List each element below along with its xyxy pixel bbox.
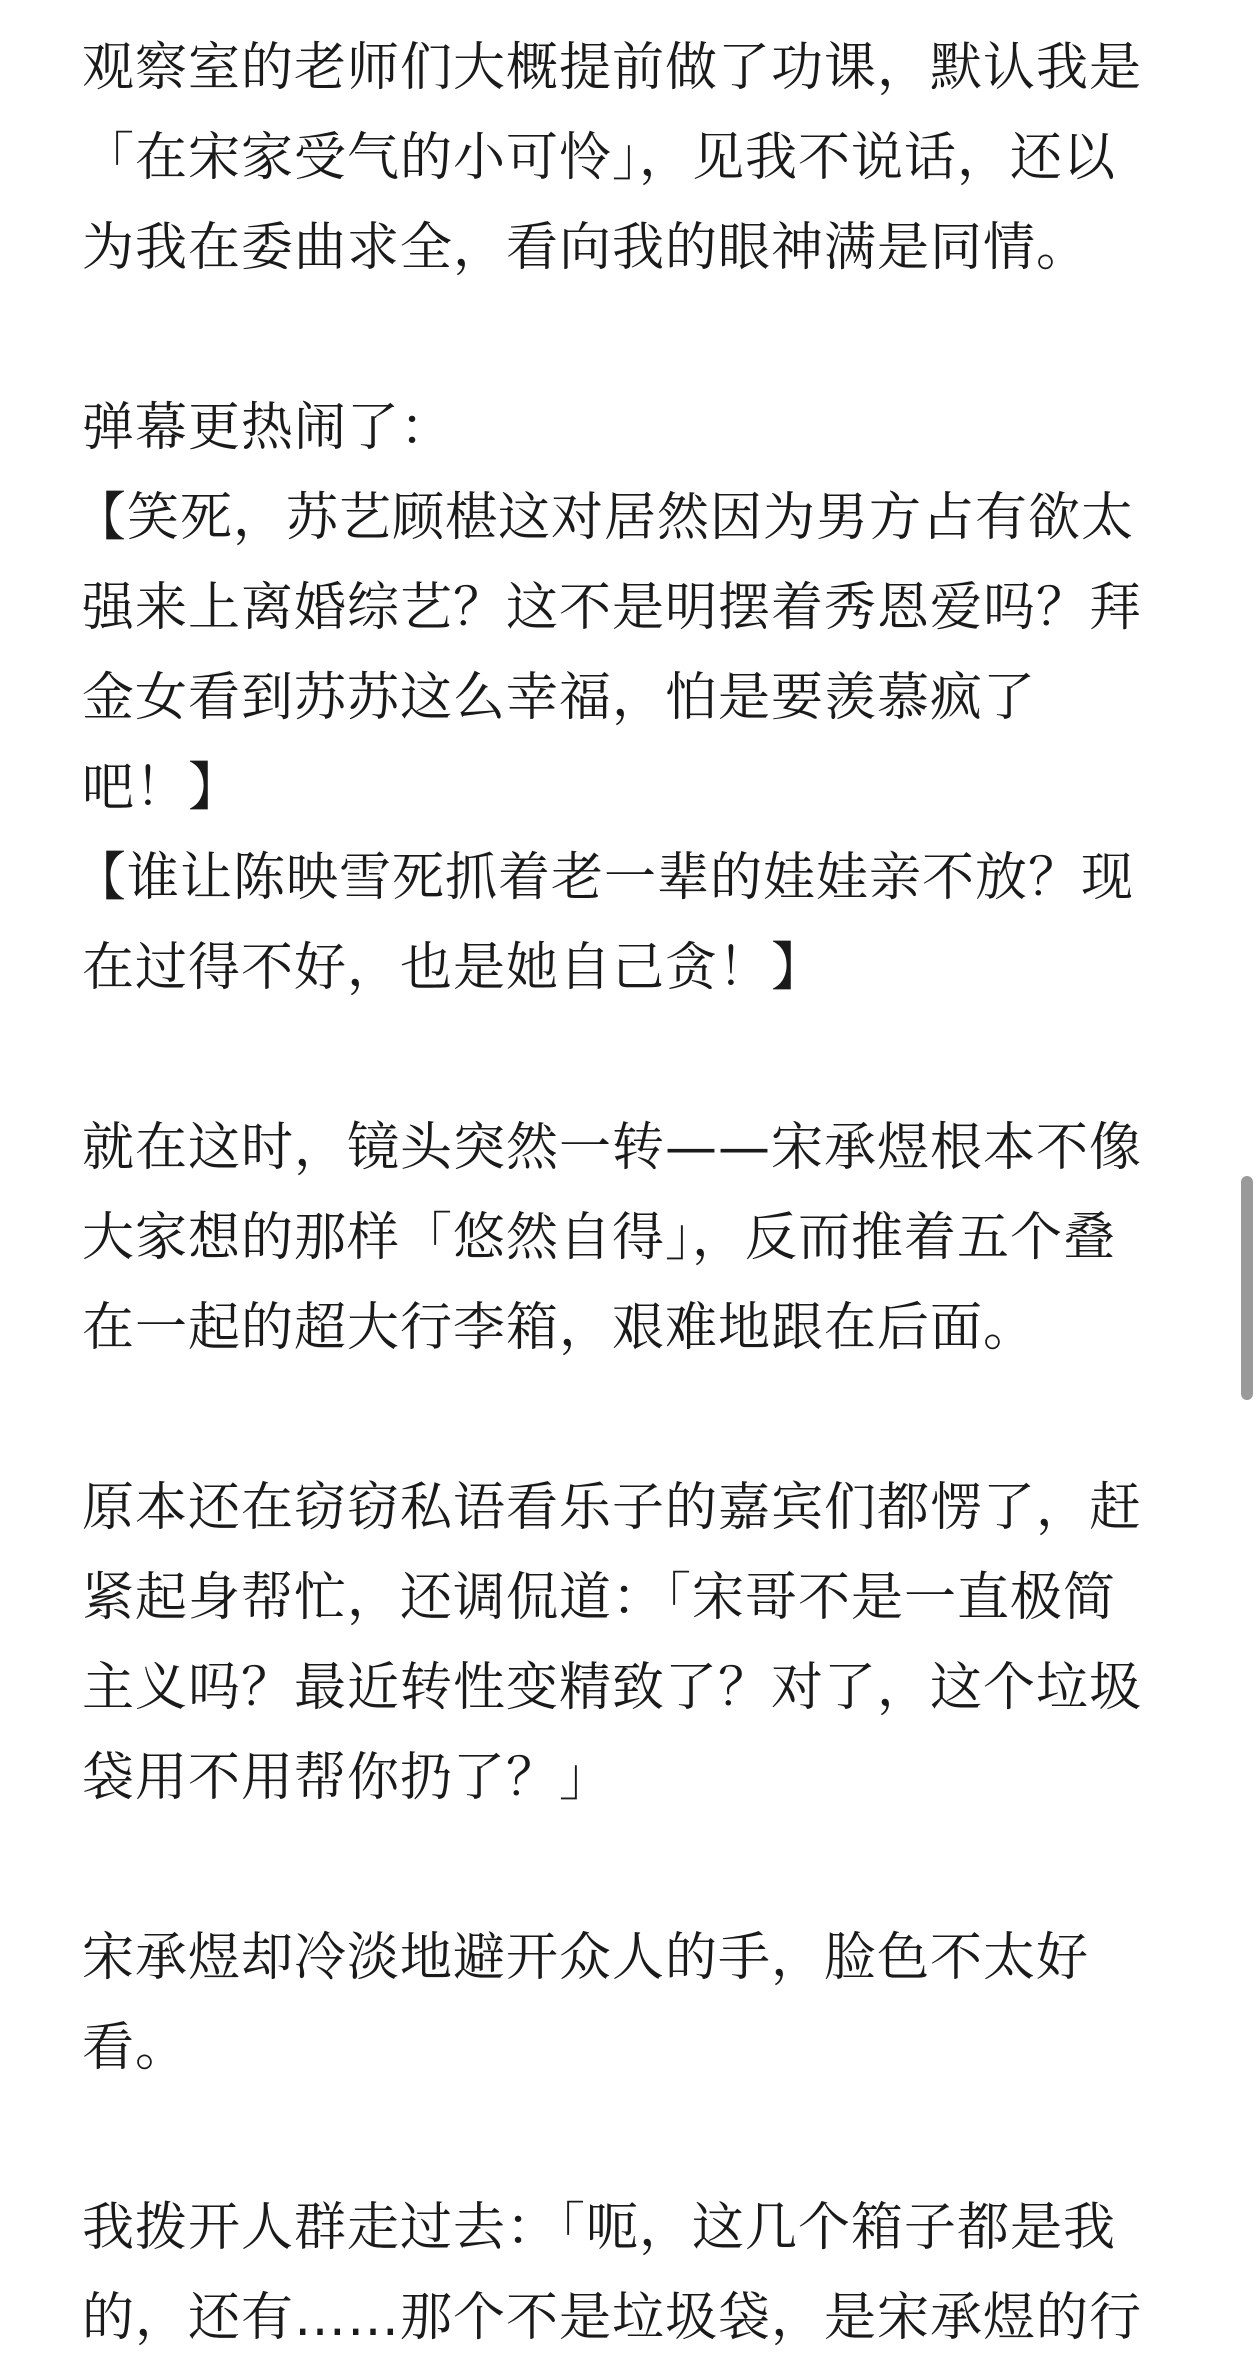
text-line: 为我在委曲求全，看向我的眼神满是同情。 (82, 218, 1090, 278)
text-line: 紧起身帮忙，还调侃道：「宋哥不是一直极简 (82, 1568, 1117, 1628)
scrollbar-thumb[interactable] (1241, 1176, 1253, 1400)
text-line: 主义吗？最近转性变精致了？对了，这个垃圾 (82, 1658, 1143, 1718)
text-line: 在一起的超大行李箱，艰难地跟在后面。 (82, 1298, 1037, 1358)
text-line: 就在这时，镜头突然一转——宋承煜根本不像 (82, 1118, 1143, 1178)
text-line: 袋用不用帮你扔了？」 (82, 1748, 613, 1808)
text-line: 弹幕更热闹了： (82, 398, 454, 458)
text-line: 我拨开人群走过去：「呃，这几个箱子都是我 (82, 2198, 1117, 2258)
text-line: 的，还有……那个不是垃圾袋，是宋承煜的行 (82, 2288, 1143, 2348)
text-line: 宋承煜却冷淡地避开众人的手，脸色不太好 (82, 1928, 1090, 1988)
text-line: 看。 (82, 2018, 189, 2078)
text-line: 原本还在窃窃私语看乐子的嘉宾们都愣了，赶 (82, 1478, 1143, 1538)
text-line: 金女看到苏苏这么幸福，怕是要羡慕疯了 (82, 668, 1037, 728)
text-line: 【笑死，苏艺顾椹这对居然因为男方占有欲太 (74, 488, 1135, 548)
text-line: 「在宋家受气的小可怜」，见我不说话，还以 (82, 128, 1117, 188)
text-line: 强来上离婚综艺？这不是明摆着秀恩爱吗？拜 (82, 578, 1143, 638)
text-line: 吧！】 (82, 758, 242, 818)
text-line: 在过得不好，也是她自己贪！】 (82, 938, 825, 998)
text-line: 大家想的那样「悠然自得」，反而推着五个叠 (82, 1208, 1117, 1268)
text-line: 【谁让陈映雪死抓着老一辈的娃娃亲不放？现 (74, 848, 1135, 908)
text-line: 观察室的老师们大概提前做了功课，默认我是 (82, 38, 1143, 98)
